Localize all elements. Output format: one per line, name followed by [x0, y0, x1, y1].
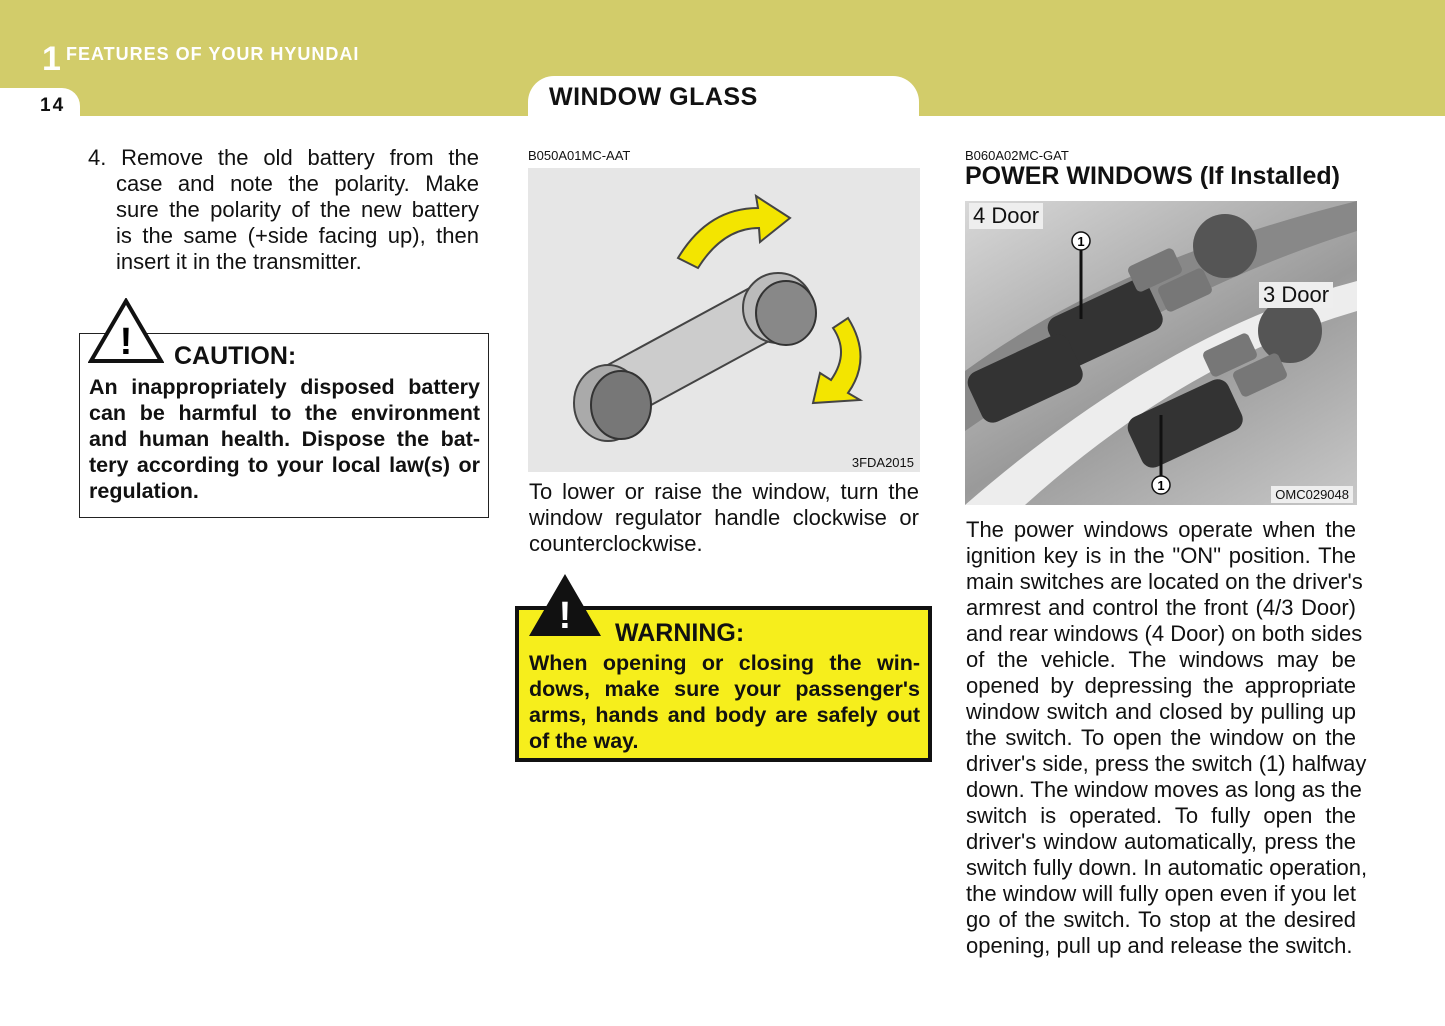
window-handle-figure: [528, 168, 920, 472]
text-line: insert it in the transmitter.: [116, 249, 362, 274]
section-title: WINDOW GLASS: [549, 83, 758, 111]
switch-panel-illustration: [965, 201, 1357, 505]
section-code: B050A01MC-AAT: [528, 148, 631, 163]
warning-triangle-icon: [88, 298, 164, 364]
chapter-title: FEATURES OF YOUR HYUNDAI: [66, 44, 360, 64]
text-line: driver's side, press the switch (1) halfway: [966, 751, 1367, 776]
figure-code: 3FDA2015: [851, 455, 914, 470]
text-line: and human health. Dispose the bat-: [89, 427, 480, 451]
text-line: counterclockwise.: [529, 531, 703, 556]
page-number: 14: [40, 95, 66, 116]
caution-text: [89, 374, 480, 504]
text-line: arms, hands and body are safely out: [529, 703, 920, 727]
text-line: is the same (+side facing up), then: [116, 223, 479, 248]
text-line: down. The window moves as long as the: [966, 777, 1362, 802]
text-line: go of the switch. To stop at the desired: [966, 907, 1356, 932]
text-line: tery according to your local law(s) or: [89, 453, 480, 477]
text-line: armrest and control the front (4/3 Door): [966, 595, 1356, 620]
label-3-door: 3 Door: [1259, 282, 1333, 308]
text-line: driver's window automatically, press the: [966, 829, 1356, 854]
text-line: 4. Remove the old battery from the: [88, 145, 479, 170]
text-line: sure the polarity of the new battery: [116, 197, 479, 222]
clockwise-arrow-icon: [813, 318, 861, 403]
text-line: main switches are located on the driver's: [966, 569, 1363, 594]
text-line: window regulator handle clockwise or: [529, 505, 919, 530]
section-code: B060A02MC-GAT: [965, 148, 1069, 163]
text-line: case and note the polarity. Make: [116, 171, 479, 196]
text-line: switch fully down. In automatic operation,: [966, 855, 1368, 880]
caution-title: CAUTION:: [174, 342, 297, 370]
label-4-door: 4 Door: [969, 203, 1043, 229]
window-handle-text: [529, 479, 919, 557]
battery-step: [88, 145, 479, 275]
text-line: To lower or raise the window, turn the: [529, 479, 919, 504]
text-line: opened by depressing the appropriate: [966, 673, 1356, 698]
svg-text:!: !: [558, 595, 572, 637]
text-line: window switch and closed by pulling up: [966, 699, 1356, 724]
text-line: An inappropriately disposed battery: [89, 375, 480, 399]
svg-text:!: !: [119, 321, 133, 363]
text-line: the switch. To open the window on the: [966, 725, 1356, 750]
text-line: When opening or closing the win-: [529, 651, 920, 675]
text-line: dows, make sure your passenger's: [529, 677, 920, 701]
power-window-switch-figure: [965, 201, 1357, 505]
power-windows-text: [966, 517, 1368, 959]
counterclockwise-arrow-icon: [678, 196, 790, 268]
callout-number: 1: [1157, 478, 1165, 493]
warning-triangle-icon: [527, 572, 603, 638]
text-line: switch is operated. To fully open the: [966, 803, 1356, 828]
text-line: of the vehicle. The windows may be: [966, 647, 1356, 672]
text-line: The power windows operate when the: [966, 517, 1356, 542]
window-handle-illustration: [528, 168, 920, 472]
text-line: and rear windows (4 Door) on both sides: [966, 621, 1363, 646]
warning-title: WARNING:: [615, 619, 745, 647]
callout-number: 1: [1077, 234, 1085, 249]
text-line: the window will fully open even if you let: [966, 881, 1356, 906]
figure-code: OMC029048: [1271, 486, 1353, 503]
text-line: ignition key is in the "ON" position. The: [966, 543, 1356, 568]
chapter-number: 1: [42, 40, 61, 78]
text-line: can be harmful to the environment: [89, 401, 480, 425]
text-line: regulation.: [89, 479, 199, 503]
text-line: of the way.: [529, 729, 639, 753]
text-line: opening, pull up and release the switch.: [966, 933, 1353, 958]
warning-text: [529, 650, 920, 754]
power-windows-heading: POWER WINDOWS (If Installed): [965, 162, 1340, 190]
